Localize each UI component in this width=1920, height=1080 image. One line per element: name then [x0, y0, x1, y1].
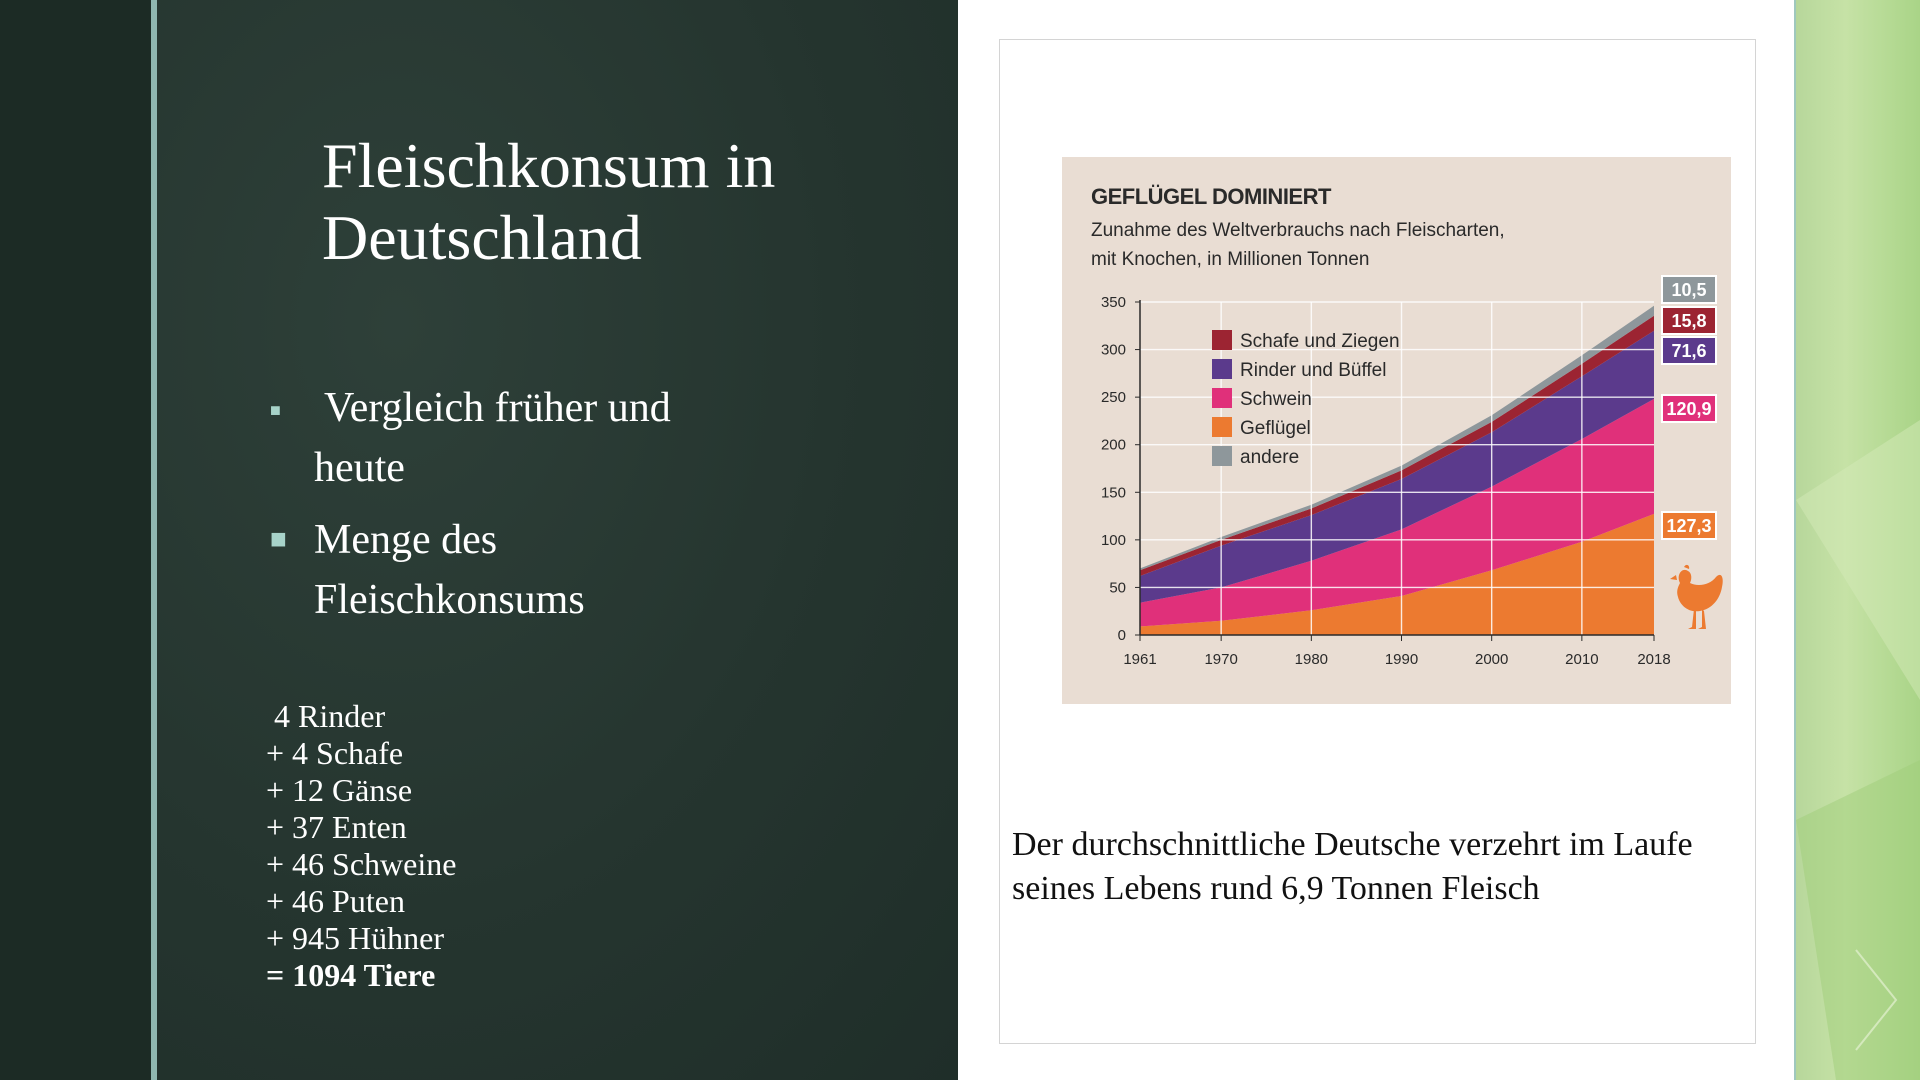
tally-line: + 46 Schweine: [266, 846, 457, 882]
y-tick-label: 100: [1100, 531, 1126, 549]
tally-line: + 945 Hühner: [266, 920, 445, 956]
chart-subtitle-line-1: Zunahme des Weltverbrauchs nach Fleischarten,: [1091, 220, 1505, 241]
tally-line: + 12 Gänse: [266, 772, 413, 808]
legend-label: andere: [1240, 447, 1300, 468]
x-tick-label: 1990: [1384, 651, 1419, 668]
x-tick-label: 2010: [1565, 651, 1599, 668]
tally-line: + 4 Schafe: [266, 735, 404, 771]
square-bullet-icon: ■: [270, 400, 281, 420]
stacked-area-chart: [1062, 157, 1731, 704]
legend-swatch: [1212, 359, 1232, 379]
decoration-shapes: [1796, 0, 1920, 1080]
tally-line: + 37 Enten: [266, 809, 407, 845]
bullet-list: [270, 378, 830, 642]
title-line-2: Deutschland: [322, 202, 642, 273]
value-label: 120,9: [1666, 399, 1712, 419]
square-bullet-icon: ■: [270, 524, 287, 555]
chicken-icon: [1670, 565, 1723, 629]
x-tick-label: 2000: [1474, 651, 1509, 668]
legend-label: Schwein: [1240, 389, 1312, 410]
tally-total: = 1094 Tiere: [266, 957, 436, 993]
value-label: 10,5: [1671, 280, 1707, 300]
legend-swatch: [1212, 417, 1232, 437]
caption-text: Der durchschnittliche Deutsche verzehrt im Laufe seines Lebens rund 6,9 Tonnen Fleisch: [1012, 826, 1693, 907]
legend-swatch: [1212, 388, 1232, 408]
legend-swatch: [1212, 330, 1232, 350]
value-label: 127,3: [1666, 516, 1712, 536]
bullet-text-2b: Fleischkonsums: [314, 577, 585, 623]
legend-label: Geflügel: [1240, 418, 1311, 439]
bullet-text-1a: Vergleich früher und: [324, 385, 671, 431]
tally-line: 4 Rinder: [266, 698, 386, 734]
slide-title: [322, 130, 882, 274]
x-tick-label: 1970: [1204, 651, 1238, 668]
right-decoration: [1796, 0, 1920, 1080]
value-label: 71,6: [1671, 341, 1707, 361]
bullet-item: [270, 378, 830, 498]
chart-image: [1062, 157, 1731, 704]
bullet-text-1b: heute: [314, 445, 405, 491]
bullet-item: [270, 510, 830, 630]
y-tick-label: 300: [1100, 341, 1126, 359]
legend-label: Rinder und Büffel: [1240, 360, 1387, 381]
y-tick-label: 250: [1100, 389, 1126, 407]
y-tick-label: 0: [1117, 627, 1126, 644]
bullet-text-2a: Menge des: [314, 517, 498, 563]
title-line-1: Fleischkonsum in: [322, 130, 776, 201]
tally-line: + 46 Puten: [266, 883, 405, 919]
x-tick-label: 1980: [1294, 651, 1329, 668]
y-tick-label: 150: [1100, 484, 1126, 502]
chart-title: GEFLÜGEL DOMINIERT: [1091, 184, 1331, 209]
y-tick-label: 200: [1100, 436, 1126, 454]
chart-subtitle-line-2: mit Knochen, in Millionen Tonnen: [1091, 249, 1370, 270]
x-tick-label: 2018: [1637, 651, 1671, 668]
value-label: 15,8: [1671, 311, 1707, 331]
animal-tally: [266, 698, 456, 994]
legend-swatch: [1212, 446, 1232, 466]
left-sidebar-strip: [0, 0, 152, 1080]
y-tick-label: 350: [1100, 294, 1126, 311]
x-tick-label: 1961: [1123, 651, 1157, 668]
y-tick-label: 50: [1109, 579, 1126, 597]
legend-label: Schafe und Ziegen: [1240, 331, 1400, 352]
